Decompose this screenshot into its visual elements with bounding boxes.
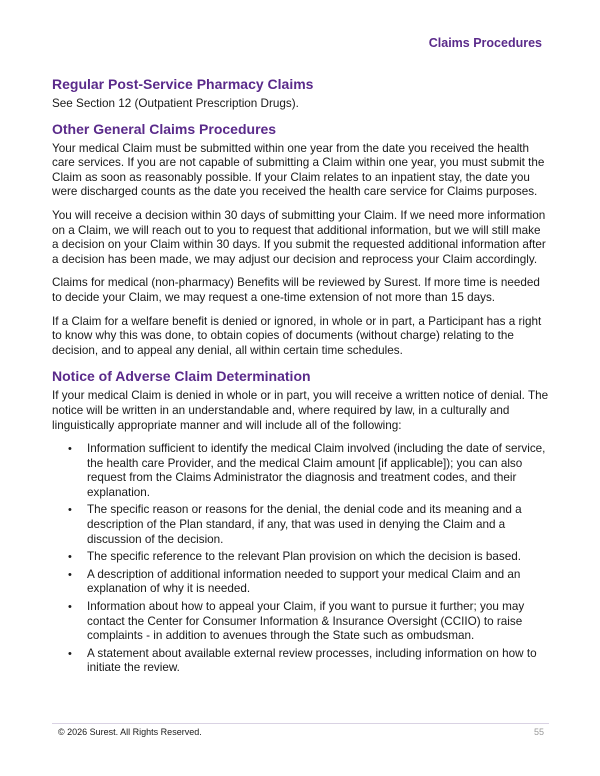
bullet-icon: • xyxy=(68,504,72,517)
bullet-icon: • xyxy=(68,647,72,660)
bullet-icon: • xyxy=(68,443,72,456)
list-item-text: Information about how to appeal your Claim, if you want to pursue it further; you may contact the Center for Consumer Information & Insurance Oversight (CCIIO) to raise complaints - in addition to avenues through the State such as ombudsman. xyxy=(87,600,525,643)
page-number: 55 xyxy=(533,727,544,737)
list-item-text: A description of additional information needed to support your medical Claim and an explanation of why it is needed. xyxy=(87,567,521,596)
bullet-icon: • xyxy=(68,551,72,564)
paragraph: You will receive a decision within 30 days of submitting your Claim. If we need more information on a Claim, we will reach out to you to request that additional information, but we will still make a decision on your Claim within 30 days. If you submit the requested additional information after a decision has been made, we may adjust our decision and reprocess your Claim accordingly. xyxy=(52,208,546,266)
section-general-claims xyxy=(52,120,549,359)
list-item-text: Information sufficient to identify the medical Claim involved (including the date of service, the health care Provider, and the medical Claim amount [if applicable]); you can also request from the Claims Administrator the diagnosis and treatment codes, and their explanation. xyxy=(87,442,546,499)
section-heading: Other General Claims Procedures xyxy=(52,120,277,137)
bullet-list xyxy=(52,442,549,676)
section-heading: Regular Post-Service Pharmacy Claims xyxy=(52,76,314,92)
section-pharmacy-claims xyxy=(52,75,549,112)
bullet-icon: • xyxy=(68,568,72,581)
paragraph: Claims for medical (non-pharmacy) Benefits will be reviewed by Surest. If more time is needed to decide your Claim, we may request a one-time extension of not more than 15 days. xyxy=(52,276,540,304)
footer-divider xyxy=(52,723,549,724)
page-content xyxy=(52,75,549,679)
paragraph: If a Claim for a welfare benefit is denied or ignored, in whole or in part, a Participant has a right to know why this was done, to obtain copies of documents (without charge) relating to the decision, and to appeal any denial, all within certain time schedules. xyxy=(52,314,542,357)
list-item xyxy=(52,600,549,644)
paragraph: Your medical Claim must be submitted within one year from the date you received the health care services. If you are not capable of submitting a Claim within one year, you must submit the Claim as soon as reasonably possible. If your Claim relates to an inpatient stay, the date you were discharged counts as the date you received the health care service for Claims purposes. xyxy=(52,141,545,199)
section-adverse-determination xyxy=(52,367,549,676)
list-item xyxy=(52,442,549,500)
list-item xyxy=(52,647,549,676)
paragraph: If your medical Claim is denied in whole or in part, you will receive a written notice of denial. The notice will be written in an understandable and, where required by law, in a culturally and linguistically appropriate manner and will include all of the following: xyxy=(52,389,549,432)
list-item xyxy=(52,503,549,547)
running-header-title: Claims Procedures xyxy=(428,36,542,50)
paragraph: See Section 12 (Outpatient Prescription Drugs). xyxy=(52,97,299,110)
list-item-text: The specific reason or reasons for the denial, the denial code and its meaning and a description of the Plan standard, if any, that was used in denying the Claim and a discussion of the decision. xyxy=(87,503,522,546)
section-heading: Notice of Adverse Claim Determination xyxy=(52,368,311,385)
list-item xyxy=(52,568,549,597)
list-item-text: The specific reference to the relevant Plan provision on which the decision is based. xyxy=(87,550,521,564)
list-item xyxy=(52,550,549,565)
footer-copyright: © 2026 Surest. All Rights Reserved. xyxy=(58,727,202,737)
bullet-icon: • xyxy=(68,601,72,614)
list-item-text: A statement about available external review processes, including information on how to initiate the review. xyxy=(87,646,537,675)
